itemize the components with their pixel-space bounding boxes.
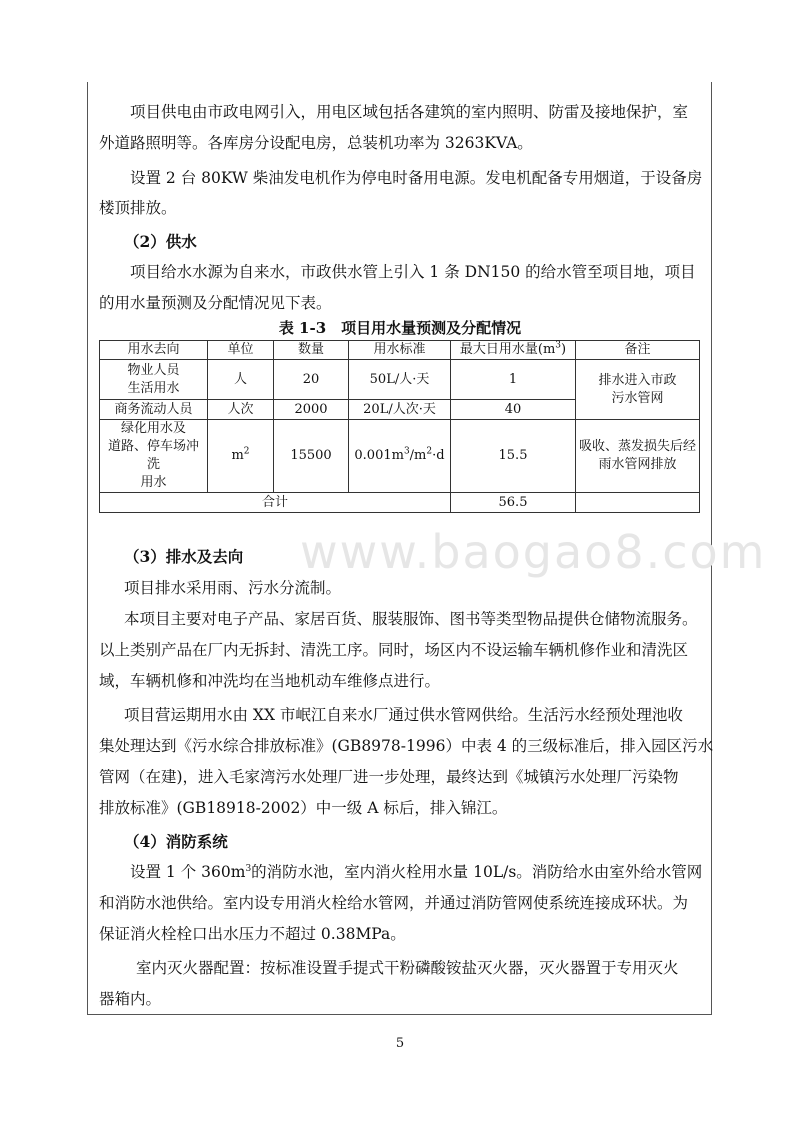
paragraph-sewage-line-3: 管网（在建)，进入毛家湾污水处理厂进一步处理，最终达到《城镇污水处理厂污染物 <box>99 768 679 786</box>
watermark: www.baogao8.com <box>300 525 767 579</box>
cell-destination: 商务流动人员 <box>100 400 208 420</box>
cell-destination: 绿化用水及 道路、停车场冲洗 用水 <box>100 420 208 493</box>
paragraph-sewage-line-4: 排放标准》(GB18918-2002）中一级 A 标后，排入锦江。 <box>99 799 508 817</box>
cell-max-daily: 40 <box>451 400 576 420</box>
cell-unit: $m^2$ <box>208 420 274 493</box>
cell-max-daily: 15.5 <box>451 420 576 493</box>
paragraph-water-line-1: 项目给水水源为自来水，市政供水管上引入 1 条 DN150 的给水管至项目地，项目 <box>130 263 696 281</box>
cell-total-label: 合计 <box>100 493 451 513</box>
cell-standard: $0.001m^3/m^2\cdot d$ <box>349 420 451 493</box>
cell-total-max-daily: 56.5 <box>451 493 576 513</box>
header-unit: 单位 <box>208 341 274 360</box>
heading-fire-protection: （4）消防系统 <box>124 832 228 851</box>
cell-max-daily: 1 <box>451 360 576 400</box>
cell-standard: 20L/人次·天 <box>349 400 451 420</box>
paragraph-business-line-2: 以上类别产品在厂内无拆封、清洗工序。同时，场区内不设运输车辆机修作业和清洗区 <box>99 641 689 659</box>
paragraph-sewage-line-2: 集处理达到《污水综合排放标准》(GB8978-1996）中表 4 的三级标准后，排入园区污水 <box>99 737 714 755</box>
cell-quantity: 15500 <box>274 420 349 493</box>
cell-unit: 人 <box>208 360 274 400</box>
header-quantity: 数量 <box>274 341 349 360</box>
cell-note-municipal-sewer: 排水进入市政 污水管网 <box>576 360 700 420</box>
paragraph-generator-line-2: 楼顶排放。 <box>99 199 177 217</box>
heading-drainage: （3）排水及去向 <box>124 547 244 566</box>
paragraph-fire-line-3: 保证消火栓栓口出水压力不超过 0.38MPa。 <box>99 925 406 943</box>
paragraph-fire-line-1: 设置 1 个 $360m^3$的消防水池，室内消火栓用水量 10L/s。消防给水由室外给水管网 <box>130 863 703 881</box>
table-caption: 表 1-3 项目用水量预测及分配情况 <box>278 319 522 337</box>
paragraph-water-line-2: 的用水量预测及分配情况见下表。 <box>99 294 332 312</box>
table-row-property-staff <box>100 360 700 400</box>
cell-quantity: 20 <box>274 360 349 400</box>
cell-quantity: 2000 <box>274 400 349 420</box>
table-row-greening-washing <box>100 420 700 493</box>
paragraph-extinguisher-line-2: 器箱内。 <box>99 990 162 1008</box>
paragraph-business-line-3: 域，车辆机修和冲洗均在当地机动车维修点进行。 <box>99 672 441 690</box>
header-standard: 用水标准 <box>349 341 451 360</box>
page-number: 5 <box>395 1036 405 1051</box>
paragraph-fire-line-2: 和消防水池供给。室内设专用消火栓给水管网，并通过消防管网使系统连接成环状。为 <box>99 894 689 912</box>
paragraph-sewage-line-1: 项目营运期用水由 XX 市岷江自来水厂通过供水管网供给。生活污水经预处理池收 <box>124 706 683 724</box>
paragraph-business-line-1: 本项目主要对电子产品、家居百货、服装服饰、图书等类型物品提供仓储物流服务。 <box>124 610 698 628</box>
heading-water-supply: （2）供水 <box>124 232 197 251</box>
cell-unit: 人次 <box>208 400 274 420</box>
paragraph-drainage-line-1: 项目排水采用雨、污水分流制。 <box>124 579 342 597</box>
table-row-total <box>100 493 700 513</box>
water-usage-table <box>99 340 700 513</box>
header-note: 备注 <box>576 341 700 360</box>
paragraph-power-line-2: 外道路照明等。各库房分设配电房，总装机功率为 3263KVA。 <box>99 134 533 152</box>
header-max-daily: 最大日用水量$(m^3)$ <box>451 341 576 360</box>
table-header-row <box>100 341 700 360</box>
cell-note-rainwater: 吸收、蒸发损失后经 雨水管网排放 <box>576 420 700 493</box>
header-destination: 用水去向 <box>100 341 208 360</box>
paragraph-generator-line-1: 设置 2 台 80KW 柴油发电机作为停电时备用电源。发电机配备专用烟道，于设备房 <box>130 169 703 187</box>
cell-total-note <box>576 493 700 513</box>
paragraph-power-line-1: 项目供电由市政电网引入，用电区域包括各建筑的室内照明、防雷及接地保护，室 <box>130 103 689 121</box>
paragraph-extinguisher-line-1: 室内灭火器配置：按标准设置手提式干粉磷酸铵盐灭火器，灭火器置于专用灭火 <box>136 959 679 977</box>
cell-standard: 50L/人·天 <box>349 360 451 400</box>
cell-destination: 物业人员 生活用水 <box>100 360 208 400</box>
